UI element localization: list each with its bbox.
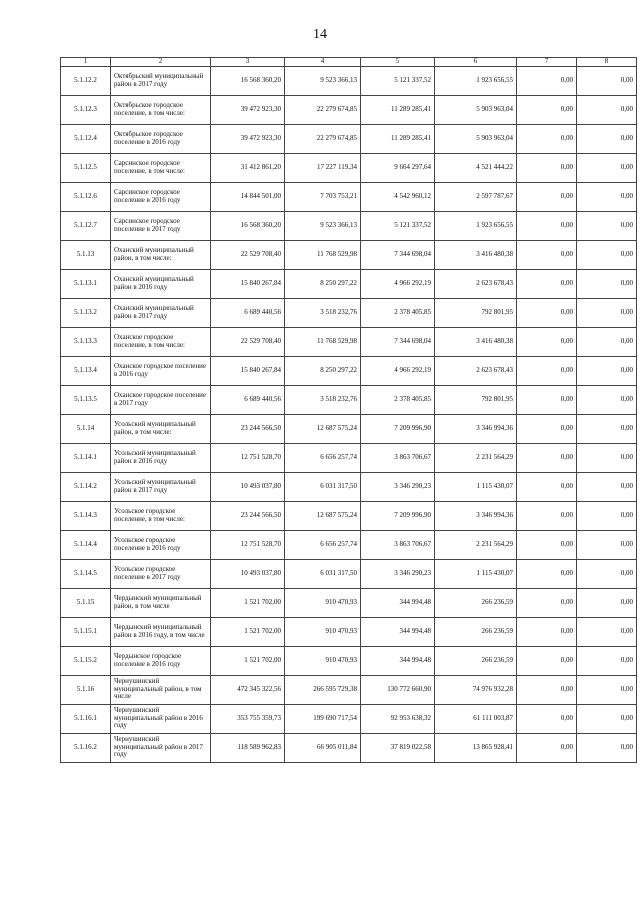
total-cell: 1 521 702,00 (211, 646, 285, 675)
col4-cell: 199 690 717,54 (285, 704, 361, 733)
table-row (61, 530, 637, 559)
table-row (61, 356, 637, 385)
table-row (61, 472, 637, 501)
col7-cell: 0,00 (517, 240, 577, 269)
table-row (61, 327, 637, 356)
col8-cell: 0,00 (577, 385, 637, 414)
table-row (61, 240, 637, 269)
col7-cell: 0,00 (517, 501, 577, 530)
table-row (61, 211, 637, 240)
col8-cell: 0,00 (577, 356, 637, 385)
col5-cell: 7 344 698,04 (361, 327, 435, 356)
table-row (61, 675, 637, 704)
total-cell: 16 568 360,20 (211, 66, 285, 95)
col4-cell: 9 523 366,13 (285, 66, 361, 95)
col6-cell: 1 923 656,55 (435, 66, 517, 95)
row-name: Оханский муниципальный район в 2016 году (111, 269, 211, 298)
col5-cell: 4 542 960,12 (361, 182, 435, 211)
row-code: 5.1.12.5 (61, 153, 111, 182)
column-number-cell: 4 (285, 58, 361, 67)
budget-table (60, 57, 637, 763)
table-row (61, 559, 637, 588)
col4-cell: 6 656 257,74 (285, 530, 361, 559)
table-row (61, 298, 637, 327)
col6-cell: 13 865 928,41 (435, 733, 517, 762)
col5-cell: 5 121 337,52 (361, 211, 435, 240)
col5-cell: 344 994,48 (361, 646, 435, 675)
table-row (61, 153, 637, 182)
col7-cell: 0,00 (517, 153, 577, 182)
col4-cell: 910 470,93 (285, 646, 361, 675)
col7-cell: 0,00 (517, 443, 577, 472)
col6-cell: 5 903 963,04 (435, 95, 517, 124)
column-number-cell: 3 (211, 58, 285, 67)
row-code: 5.1.14.1 (61, 443, 111, 472)
table-row (61, 443, 637, 472)
total-cell: 12 751 528,70 (211, 530, 285, 559)
col5-cell: 5 121 337,52 (361, 66, 435, 95)
row-name: Усольское городское поселение в 2016 году (111, 530, 211, 559)
row-name: Усольское городское поселение в 2017 году (111, 559, 211, 588)
col4-cell: 11 768 529,98 (285, 327, 361, 356)
col6-cell: 2 231 564,29 (435, 443, 517, 472)
column-number-cell: 7 (517, 58, 577, 67)
col8-cell: 0,00 (577, 733, 637, 762)
row-code: 5.1.13 (61, 240, 111, 269)
col8-cell: 0,00 (577, 211, 637, 240)
col6-cell: 2 623 678,43 (435, 356, 517, 385)
total-cell: 12 751 528,70 (211, 443, 285, 472)
col7-cell: 0,00 (517, 356, 577, 385)
col8-cell: 0,00 (577, 530, 637, 559)
row-code: 5.1.13.3 (61, 327, 111, 356)
total-cell: 15 840 267,84 (211, 356, 285, 385)
row-name: Сарсинское городское поселение, в том числе: (111, 153, 211, 182)
col6-cell: 3 346 994,36 (435, 414, 517, 443)
col5-cell: 11 289 285,41 (361, 124, 435, 153)
row-name: Оханское городское поселение, в том числе: (111, 327, 211, 356)
col5-cell: 3 863 706,67 (361, 530, 435, 559)
total-cell: 22 529 708,40 (211, 240, 285, 269)
col5-cell: 344 994,48 (361, 588, 435, 617)
col5-cell: 37 819 022,58 (361, 733, 435, 762)
row-name: Октябрьский муниципальный район в 2017 году (111, 66, 211, 95)
table-row (61, 501, 637, 530)
row-code: 5.1.15.1 (61, 617, 111, 646)
col5-cell: 7 209 996,90 (361, 501, 435, 530)
row-code: 5.1.16.2 (61, 733, 111, 762)
col5-cell: 3 863 706,67 (361, 443, 435, 472)
col7-cell: 0,00 (517, 472, 577, 501)
col4-cell: 66 905 011,84 (285, 733, 361, 762)
col6-cell: 3 346 994,36 (435, 501, 517, 530)
col4-cell: 6 031 317,50 (285, 559, 361, 588)
row-name: Октябрьское городское поселение, в том числе: (111, 95, 211, 124)
total-cell: 23 244 566,50 (211, 414, 285, 443)
table-row (61, 704, 637, 733)
col7-cell: 0,00 (517, 327, 577, 356)
col8-cell: 0,00 (577, 646, 637, 675)
row-code: 5.1.13.5 (61, 385, 111, 414)
row-name: Октябрьское городское поселение в 2016 году (111, 124, 211, 153)
col5-cell: 344 994,48 (361, 617, 435, 646)
row-name: Оханский муниципальный район, в том числе: (111, 240, 211, 269)
col7-cell: 0,00 (517, 704, 577, 733)
col4-cell: 910 470,93 (285, 588, 361, 617)
row-name: Чернушинский муниципальный район, в том числе (111, 675, 211, 704)
col6-cell: 2 623 678,43 (435, 269, 517, 298)
total-cell: 15 840 267,84 (211, 269, 285, 298)
col4-cell: 12 687 575,24 (285, 414, 361, 443)
col4-cell: 910 470,93 (285, 617, 361, 646)
col8-cell: 0,00 (577, 95, 637, 124)
col8-cell: 0,00 (577, 327, 637, 356)
col8-cell: 0,00 (577, 182, 637, 211)
col4-cell: 3 518 232,76 (285, 385, 361, 414)
row-code: 5.1.13.4 (61, 356, 111, 385)
col8-cell: 0,00 (577, 588, 637, 617)
col7-cell: 0,00 (517, 385, 577, 414)
total-cell: 22 529 708,40 (211, 327, 285, 356)
col8-cell: 0,00 (577, 153, 637, 182)
total-cell: 14 844 501,00 (211, 182, 285, 211)
col7-cell: 0,00 (517, 617, 577, 646)
row-code: 5.1.15.2 (61, 646, 111, 675)
column-number-cell: 8 (577, 58, 637, 67)
col7-cell: 0,00 (517, 66, 577, 95)
total-cell: 472 345 322,56 (211, 675, 285, 704)
row-name: Чернушинский муниципальный район в 2016 году (111, 704, 211, 733)
col5-cell: 7 344 698,04 (361, 240, 435, 269)
col7-cell: 0,00 (517, 95, 577, 124)
col7-cell: 0,00 (517, 269, 577, 298)
row-name: Усольский муниципальный район в 2017 году (111, 472, 211, 501)
row-code: 5.1.12.4 (61, 124, 111, 153)
col4-cell: 6 031 317,50 (285, 472, 361, 501)
col6-cell: 74 976 932,28 (435, 675, 517, 704)
col5-cell: 2 378 405,85 (361, 385, 435, 414)
total-cell: 1 521 702,00 (211, 588, 285, 617)
col8-cell: 0,00 (577, 501, 637, 530)
row-code: 5.1.12.2 (61, 66, 111, 95)
col7-cell: 0,00 (517, 646, 577, 675)
total-cell: 6 689 440,56 (211, 385, 285, 414)
col6-cell: 1 923 656,55 (435, 211, 517, 240)
row-code: 5.1.16 (61, 675, 111, 704)
column-number-cell: 1 (61, 58, 111, 67)
col4-cell: 7 703 753,21 (285, 182, 361, 211)
col4-cell: 12 687 575,24 (285, 501, 361, 530)
col8-cell: 0,00 (577, 124, 637, 153)
col8-cell: 0,00 (577, 66, 637, 95)
total-cell: 10 493 037,80 (211, 559, 285, 588)
row-name: Сарсинское городское поселение в 2017 году (111, 211, 211, 240)
col4-cell: 9 523 366,13 (285, 211, 361, 240)
table-row (61, 733, 637, 762)
col8-cell: 0,00 (577, 704, 637, 733)
total-cell: 118 589 962,83 (211, 733, 285, 762)
table-row (61, 646, 637, 675)
row-code: 5.1.16.1 (61, 704, 111, 733)
row-name: Усольское городское поселение, в том числе: (111, 501, 211, 530)
col7-cell: 0,00 (517, 733, 577, 762)
row-code: 5.1.15 (61, 588, 111, 617)
col8-cell: 0,00 (577, 675, 637, 704)
total-cell: 39 472 923,30 (211, 95, 285, 124)
row-code: 5.1.12.7 (61, 211, 111, 240)
col4-cell: 8 250 297,22 (285, 356, 361, 385)
row-code: 5.1.12.6 (61, 182, 111, 211)
col4-cell: 11 768 529,98 (285, 240, 361, 269)
col6-cell: 266 236,59 (435, 588, 517, 617)
row-code: 5.1.14.3 (61, 501, 111, 530)
col6-cell: 2 597 787,67 (435, 182, 517, 211)
row-name: Оханское городское поселение в 2017 году (111, 385, 211, 414)
row-code: 5.1.14.2 (61, 472, 111, 501)
table-row (61, 385, 637, 414)
row-name: Оханское городское поселение в 2016 году (111, 356, 211, 385)
row-code: 5.1.14 (61, 414, 111, 443)
col6-cell: 2 231 564,29 (435, 530, 517, 559)
row-name: Чердынский муниципальный район в 2016 году, в том числе (111, 617, 211, 646)
col6-cell: 266 236,59 (435, 646, 517, 675)
total-cell: 16 568 360,20 (211, 211, 285, 240)
col5-cell: 7 209 996,90 (361, 414, 435, 443)
col4-cell: 17 227 119,34 (285, 153, 361, 182)
col7-cell: 0,00 (517, 530, 577, 559)
column-number-cell: 2 (111, 58, 211, 67)
table-row (61, 414, 637, 443)
col5-cell: 92 953 638,32 (361, 704, 435, 733)
col5-cell: 3 346 290,23 (361, 559, 435, 588)
page-number: 14 (313, 27, 327, 42)
col4-cell: 22 279 674,85 (285, 95, 361, 124)
col7-cell: 0,00 (517, 124, 577, 153)
col7-cell: 0,00 (517, 675, 577, 704)
col5-cell: 3 346 290,23 (361, 472, 435, 501)
col8-cell: 0,00 (577, 559, 637, 588)
row-name: Усольский муниципальный район, в том числе: (111, 414, 211, 443)
col4-cell: 266 595 729,38 (285, 675, 361, 704)
col5-cell: 130 772 660,90 (361, 675, 435, 704)
column-number-cell: 5 (361, 58, 435, 67)
col8-cell: 0,00 (577, 298, 637, 327)
col6-cell: 1 115 430,07 (435, 559, 517, 588)
total-cell: 31 412 861,20 (211, 153, 285, 182)
col5-cell: 4 966 292,19 (361, 356, 435, 385)
column-number-cell: 6 (435, 58, 517, 67)
row-name: Чердынское городское поселение в 2016 году (111, 646, 211, 675)
col4-cell: 8 250 297,22 (285, 269, 361, 298)
col7-cell: 0,00 (517, 559, 577, 588)
table-row (61, 617, 637, 646)
col5-cell: 4 966 292,19 (361, 269, 435, 298)
row-name: Сарсинское городское поселение в 2016 году (111, 182, 211, 211)
col7-cell: 0,00 (517, 182, 577, 211)
table-row (61, 182, 637, 211)
col4-cell: 6 656 257,74 (285, 443, 361, 472)
row-code: 5.1.12.3 (61, 95, 111, 124)
row-code: 5.1.14.4 (61, 530, 111, 559)
col6-cell: 792 801,95 (435, 385, 517, 414)
col8-cell: 0,00 (577, 472, 637, 501)
col7-cell: 0,00 (517, 298, 577, 327)
col6-cell: 3 416 480,38 (435, 327, 517, 356)
col6-cell: 5 903 963,04 (435, 124, 517, 153)
col8-cell: 0,00 (577, 240, 637, 269)
total-cell: 10 493 037,80 (211, 472, 285, 501)
col6-cell: 1 115 430,07 (435, 472, 517, 501)
col5-cell: 2 378 405,85 (361, 298, 435, 327)
row-name: Усольский муниципальный район в 2016 году (111, 443, 211, 472)
col8-cell: 0,00 (577, 414, 637, 443)
row-code: 5.1.13.2 (61, 298, 111, 327)
total-cell: 353 755 359,73 (211, 704, 285, 733)
col7-cell: 0,00 (517, 414, 577, 443)
col4-cell: 22 279 674,85 (285, 124, 361, 153)
row-code: 5.1.14.5 (61, 559, 111, 588)
table-row (61, 66, 637, 95)
row-name: Чердынский муниципальный район, в том числе (111, 588, 211, 617)
total-cell: 39 472 923,30 (211, 124, 285, 153)
col8-cell: 0,00 (577, 269, 637, 298)
total-cell: 6 689 440,56 (211, 298, 285, 327)
col5-cell: 11 289 285,41 (361, 95, 435, 124)
col8-cell: 0,00 (577, 617, 637, 646)
total-cell: 1 521 702,00 (211, 617, 285, 646)
col7-cell: 0,00 (517, 588, 577, 617)
row-name: Чернушинский муниципальный район в 2017 году (111, 733, 211, 762)
row-name: Оханский муниципальный район в 2017 году (111, 298, 211, 327)
col8-cell: 0,00 (577, 443, 637, 472)
total-cell: 23 244 566,50 (211, 501, 285, 530)
col6-cell: 4 521 444,22 (435, 153, 517, 182)
table-row (61, 124, 637, 153)
col6-cell: 3 416 480,38 (435, 240, 517, 269)
column-number-row (61, 58, 637, 67)
col6-cell: 792 801,95 (435, 298, 517, 327)
col4-cell: 3 518 232,76 (285, 298, 361, 327)
col5-cell: 9 664 297,64 (361, 153, 435, 182)
col7-cell: 0,00 (517, 211, 577, 240)
table-row (61, 588, 637, 617)
table-row (61, 95, 637, 124)
table-row (61, 269, 637, 298)
col6-cell: 61 111 003,87 (435, 704, 517, 733)
row-code: 5.1.13.1 (61, 269, 111, 298)
col6-cell: 266 236,59 (435, 617, 517, 646)
